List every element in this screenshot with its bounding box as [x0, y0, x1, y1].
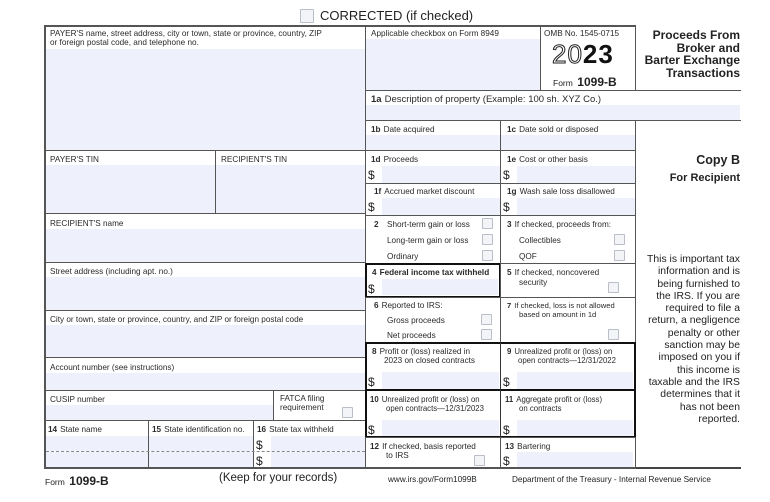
box9-dollar: $: [503, 375, 510, 389]
box1f-input[interactable]: [382, 198, 500, 215]
account-number-input[interactable]: [46, 373, 365, 390]
box1d-input[interactable]: [382, 166, 500, 183]
box1d-dollar: $: [368, 168, 375, 182]
tax-year: [552, 40, 614, 68]
state-row-divider: [46, 451, 365, 452]
box5-label-2: security: [519, 278, 548, 287]
box3-option-qof: QOF: [519, 252, 537, 261]
box1c-input[interactable]: [501, 135, 635, 150]
footer-form-name: Form 1099-B: [45, 474, 109, 488]
fatca-label-1: FATCA filing: [280, 394, 325, 403]
box1g-label: 1g Wash sale loss disallowed: [507, 187, 615, 196]
box9-input[interactable]: [517, 372, 633, 389]
box1a-input[interactable]: [366, 105, 740, 120]
form-title: Proceeds From Broker and Barter Exchange Transactions: [644, 28, 740, 80]
street-address-input[interactable]: [46, 277, 365, 310]
box9-label-2: open contracts—12/31/2022: [518, 356, 616, 365]
box2-option-long-term: Long-term gain or loss: [387, 236, 469, 245]
city-label: City or town, state or province, country, and ZIP or foreign postal code: [50, 315, 304, 324]
box3-qof-checkbox[interactable]: [614, 250, 625, 261]
box8-dollar: $: [368, 375, 375, 389]
tax-year-outline: 20: [552, 39, 583, 69]
copy-title: Copy B: [696, 153, 740, 167]
footer-url[interactable]: www.irs.gov/Form1099B: [388, 475, 477, 484]
box15-label: 15 State identification no.: [152, 425, 245, 434]
payer-info-label: PAYER'S name, street address, city or town, state or province, country, ZIP: [50, 29, 322, 38]
box1f-dollar: $: [368, 200, 375, 214]
box7-loss-not-allowed-checkbox[interactable]: [608, 329, 619, 340]
omb-number: OMB No. 1545-0715: [544, 29, 620, 38]
box7-label-1: 7 If checked, loss is not allowed: [507, 301, 615, 310]
box14-label: 14 State name: [48, 425, 102, 434]
box3-option-collectibles: Collectibles: [519, 236, 561, 245]
box10-label-1: 10 Unrealized profit or (loss) on: [370, 395, 480, 404]
form8949-label: Applicable checkbox on Form 8949: [371, 29, 499, 38]
box1a-label: 1a Description of property (Example: 100 sh. XYZ Co.): [371, 94, 602, 105]
box1b-label: 1b Date acquired: [371, 125, 435, 134]
recipient-tin-input[interactable]: [216, 165, 365, 213]
payer-tin-input[interactable]: [46, 165, 215, 213]
box6-net-checkbox[interactable]: [481, 329, 492, 340]
box1g-dollar: $: [503, 200, 510, 214]
recipient-tin-label: RECIPIENT'S TIN: [221, 155, 288, 164]
form-name-header: Form 1099-B: [553, 75, 617, 89]
box3-collectibles-checkbox[interactable]: [614, 234, 625, 245]
box6-gross-checkbox[interactable]: [481, 314, 492, 325]
right-column-top-rule: [635, 90, 741, 91]
box14-input-2[interactable]: [46, 452, 148, 467]
box4-label: 4 Federal income tax withheld: [372, 268, 490, 277]
box1b-input[interactable]: [366, 135, 500, 150]
boxes-8-11-vdivider: [500, 342, 501, 438]
cusip-input[interactable]: [46, 405, 273, 420]
box1g-input[interactable]: [517, 198, 635, 215]
box10-input[interactable]: [382, 420, 499, 436]
box16-input-2[interactable]: [271, 452, 365, 467]
form-bottom-rule: [636, 467, 741, 469]
box13-input[interactable]: [517, 452, 633, 467]
box1e-input[interactable]: [517, 166, 635, 183]
box4-input[interactable]: [382, 279, 498, 295]
recipient-name-label: RECIPIENT'S name: [50, 219, 124, 228]
box14-input-1[interactable]: [46, 436, 148, 451]
box7-label-2: based on amount in 1d: [519, 310, 597, 319]
box10-dollar: $: [368, 423, 375, 437]
fatca-label-2: requirement: [280, 403, 324, 412]
box3-label: 3 If checked, proceeds from:: [507, 220, 612, 229]
corrected-checkbox[interactable]: [300, 9, 314, 23]
box6-label: 6 Reported to IRS:: [374, 301, 443, 310]
box8-label-1: 8 Profit or (loss) realized in: [372, 347, 471, 356]
box9-label-1: 9 Unrealized profit or (loss) on: [507, 347, 613, 356]
notice-text: This is important tax information and is being furnished to the IRS. If you are required to file a return, a negligence penalty or other sanction may be imposed on you if this income is taxable and the IRS determines that it has not been reported.: [647, 254, 740, 425]
corrected-label: CORRECTED (if checked): [320, 8, 474, 23]
box15-input-1[interactable]: [149, 436, 253, 451]
box16-label: 16 State tax withheld: [257, 425, 334, 434]
box4-dollar: $: [368, 282, 375, 296]
footer-department: Department of the Treasury - Internal Revenue Service: [512, 475, 711, 484]
box15-input-2[interactable]: [149, 452, 253, 467]
form8949-input[interactable]: [366, 39, 540, 90]
box2-num: 2: [374, 220, 379, 229]
box1e-dollar: $: [503, 168, 510, 182]
account-number-label: Account number (see instructions): [50, 363, 175, 372]
box8-input[interactable]: [382, 372, 499, 389]
box16-dollar-1: $: [256, 438, 263, 452]
box12-label-2: to IRS: [386, 451, 409, 460]
box13-dollar: $: [503, 454, 510, 468]
box2-short-term-checkbox[interactable]: [482, 218, 493, 229]
box5-noncovered-checkbox[interactable]: [608, 282, 619, 293]
box2-option-ordinary: Ordinary: [387, 252, 419, 261]
fatca-checkbox[interactable]: [342, 407, 353, 418]
cusip-label: CUSIP number: [50, 395, 105, 404]
box5-label-1: 5 If checked, noncovered: [507, 268, 600, 277]
box11-dollar: $: [503, 423, 510, 437]
box2-long-term-checkbox[interactable]: [482, 234, 493, 245]
box8-label-2: 2023 on closed contracts: [384, 356, 476, 365]
box1d-label: 1d Proceeds: [371, 155, 419, 164]
box12-label-1: 12 If checked, basis reported: [370, 442, 476, 451]
box2-ordinary-checkbox[interactable]: [482, 250, 493, 261]
box2-option-short-term: Short-term gain or loss: [387, 220, 470, 229]
box6-option-gross: Gross proceeds: [387, 316, 445, 325]
footer-keep-records: (Keep for your records): [219, 472, 338, 484]
box1c-label: 1c Date sold or disposed: [507, 125, 599, 134]
box13-label: 13 Bartering: [505, 442, 551, 451]
box11-label-1: 11 Aggregate profit or (loss): [505, 395, 603, 404]
box16-input-1[interactable]: [271, 436, 365, 451]
box1f-label: 1f Accrued market discount: [374, 187, 475, 196]
box1e-label: 1e Cost or other basis: [507, 155, 588, 164]
copy-subtitle: For Recipient: [669, 172, 740, 184]
box12-basis-reported-checkbox[interactable]: [474, 455, 485, 466]
street-address-label: Street address (including apt. no.): [50, 267, 173, 276]
box11-input[interactable]: [517, 420, 633, 436]
tax-year-bold: 23: [582, 39, 614, 69]
recipient-name-input[interactable]: [46, 229, 365, 262]
box6-option-net: Net proceeds: [387, 331, 436, 340]
payer-tin-label: PAYER'S TIN: [50, 155, 99, 164]
city-input[interactable]: [46, 325, 365, 357]
payer-info-input[interactable]: [46, 49, 365, 150]
box16-dollar-2: $: [256, 454, 263, 468]
payer-info-label-2: or foreign postal code, and telephone no.: [50, 38, 199, 47]
box11-label-2: on contracts: [519, 404, 562, 413]
box10-label-2: open contracts—12/31/2023: [386, 404, 484, 413]
